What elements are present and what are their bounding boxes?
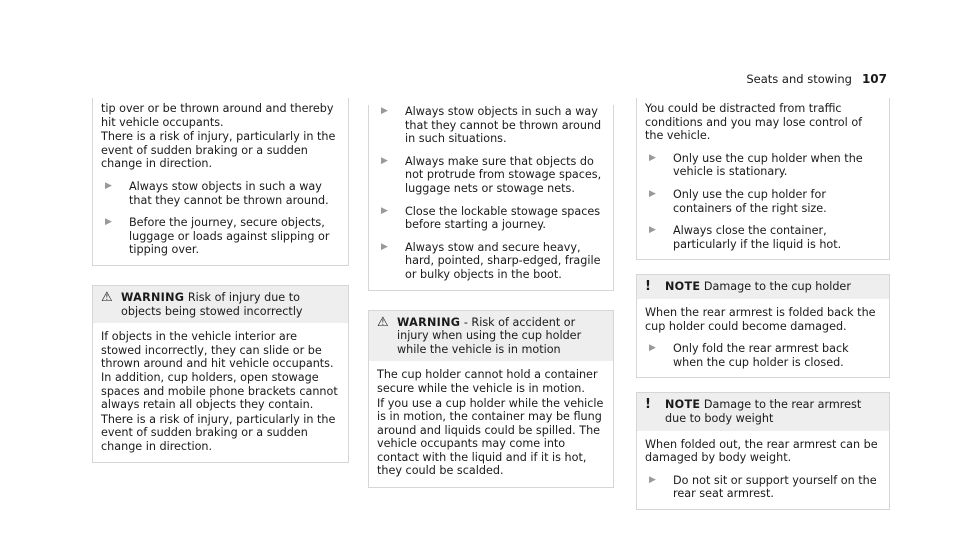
note-label: NOTE (665, 280, 701, 294)
list-item-text: Always make sure that objects do not protrude from stowage spaces, luggage nets or stowage nets. (405, 154, 602, 195)
list-item-text: Only use the cup holder when the vehicle is stationary. (673, 151, 863, 179)
warning-title: - Risk of accident or injury when using the cup holder while the vehicle is in motion (397, 315, 582, 356)
list-item (101, 180, 340, 207)
bullet-arrow-icon: ▶ (649, 474, 656, 485)
list-item (645, 474, 881, 501)
list-item (377, 241, 605, 282)
bullet-arrow-icon: ▶ (649, 343, 656, 354)
list-item-text: Do not sit or support yourself on the rear seat armrest. (673, 473, 877, 501)
warning-triangle-icon: ⚠ (377, 314, 389, 330)
bullet-arrow-icon: ▶ (649, 152, 656, 163)
intro-text: You could be distracted from traffic conditions and you may lose control of the vehicle. (645, 102, 863, 143)
list-item (377, 155, 605, 196)
bullet-arrow-icon: ▶ (649, 188, 656, 199)
intro-text: tip over or be thrown around and thereby hit vehicle occupants. (101, 102, 334, 129)
column-3 (636, 98, 890, 510)
warning-text: If objects in the vehicle interior are stowed incorrectly, they can slide or be thrown around and hit vehicle occupants. In addition, cup holders, open stowage spaces and mobile phone brackets cannot always retain all objects they contain. (101, 330, 338, 412)
list-item-text: Only use the cup holder for containers of the right size. (673, 187, 827, 215)
warning-header (369, 311, 613, 362)
bullet-arrow-icon: ▶ (105, 180, 112, 191)
warning-text: The cup holder cannot hold a container secure while the vehicle is in motion. (377, 368, 598, 395)
bullet-arrow-icon: ▶ (105, 217, 112, 228)
list-item (377, 105, 605, 146)
list-item-text: Before the journey, secure objects, luggage or loads against slipping or tipping over. (129, 216, 330, 257)
column-2 (368, 98, 614, 488)
warning-box (92, 285, 349, 464)
warning-text: If you use a cup holder while the vehicle is in motion, the container may be flung around and liquids could be spilled. The vehicle occupants may come into contact with the liquid and if it is hot, they could be scalded. (377, 396, 604, 478)
list-item-text: Always stow and secure heavy, hard, pointed, sharp-edged, fragile or bulky objects in the boot. (405, 240, 601, 281)
continued-box (92, 98, 349, 266)
bullet-arrow-icon: ▶ (381, 106, 388, 116)
list-item (645, 188, 881, 215)
note-label: NOTE (665, 398, 701, 412)
warning-triangle-icon: ⚠ (101, 289, 113, 305)
note-box (636, 392, 890, 510)
note-text: When the rear armrest is folded back the cup holder could become damaged. (645, 305, 876, 333)
bullet-arrow-icon: ▶ (381, 241, 388, 252)
warning-label: WARNING (397, 315, 461, 329)
list-item-text: Close the lockable stowage spaces before starting a journey. (405, 204, 601, 232)
warning-label: WARNING (121, 290, 185, 304)
continued-box (368, 105, 614, 291)
note-title: Damage to the cup holder (703, 280, 851, 294)
list-item-text: Always stow objects in such a way that they cannot be thrown around. (129, 179, 329, 207)
list-item-text: Always close the container, particularly if the liquid is hot. (673, 224, 842, 251)
bullet-arrow-icon: ▶ (381, 155, 388, 166)
page-header (746, 72, 887, 86)
page-number: 107 (861, 72, 887, 86)
warning-title: Risk of injury due to objects being stowed incorrectly (121, 290, 303, 318)
note-title: Damage to the rear armrest due to body weight (665, 398, 862, 425)
exclamation-icon: ! (645, 279, 651, 295)
list-item (377, 205, 605, 232)
warning-box (368, 310, 614, 489)
note-header (637, 275, 889, 299)
list-item-text: Only fold the rear armrest back when the cup holder is closed. (673, 342, 849, 369)
note-text: When folded out, the rear armrest can be damaged by body weight. (645, 437, 878, 465)
list-item (645, 342, 881, 369)
bullet-arrow-icon: ▶ (381, 205, 388, 216)
list-item-text: Always stow objects in such a way that they cannot be thrown around in such situations. (405, 105, 602, 146)
list-item (645, 152, 881, 179)
note-header (637, 393, 889, 430)
intro-text: There is a risk of injury, particularly in the event of sudden braking or a sudden change in direction. (101, 130, 336, 171)
section-title: Seats and stowing (746, 72, 852, 86)
warning-text: There is a risk of injury, particularly in the event of sudden braking or a sudden change in direction. (101, 412, 336, 453)
note-box (636, 274, 890, 378)
list-item (101, 216, 340, 257)
list-item (645, 224, 881, 251)
continued-box (636, 98, 890, 260)
column-1 (92, 98, 349, 463)
exclamation-icon: ! (645, 397, 651, 413)
bullet-arrow-icon: ▶ (649, 225, 656, 236)
warning-header (93, 286, 348, 323)
